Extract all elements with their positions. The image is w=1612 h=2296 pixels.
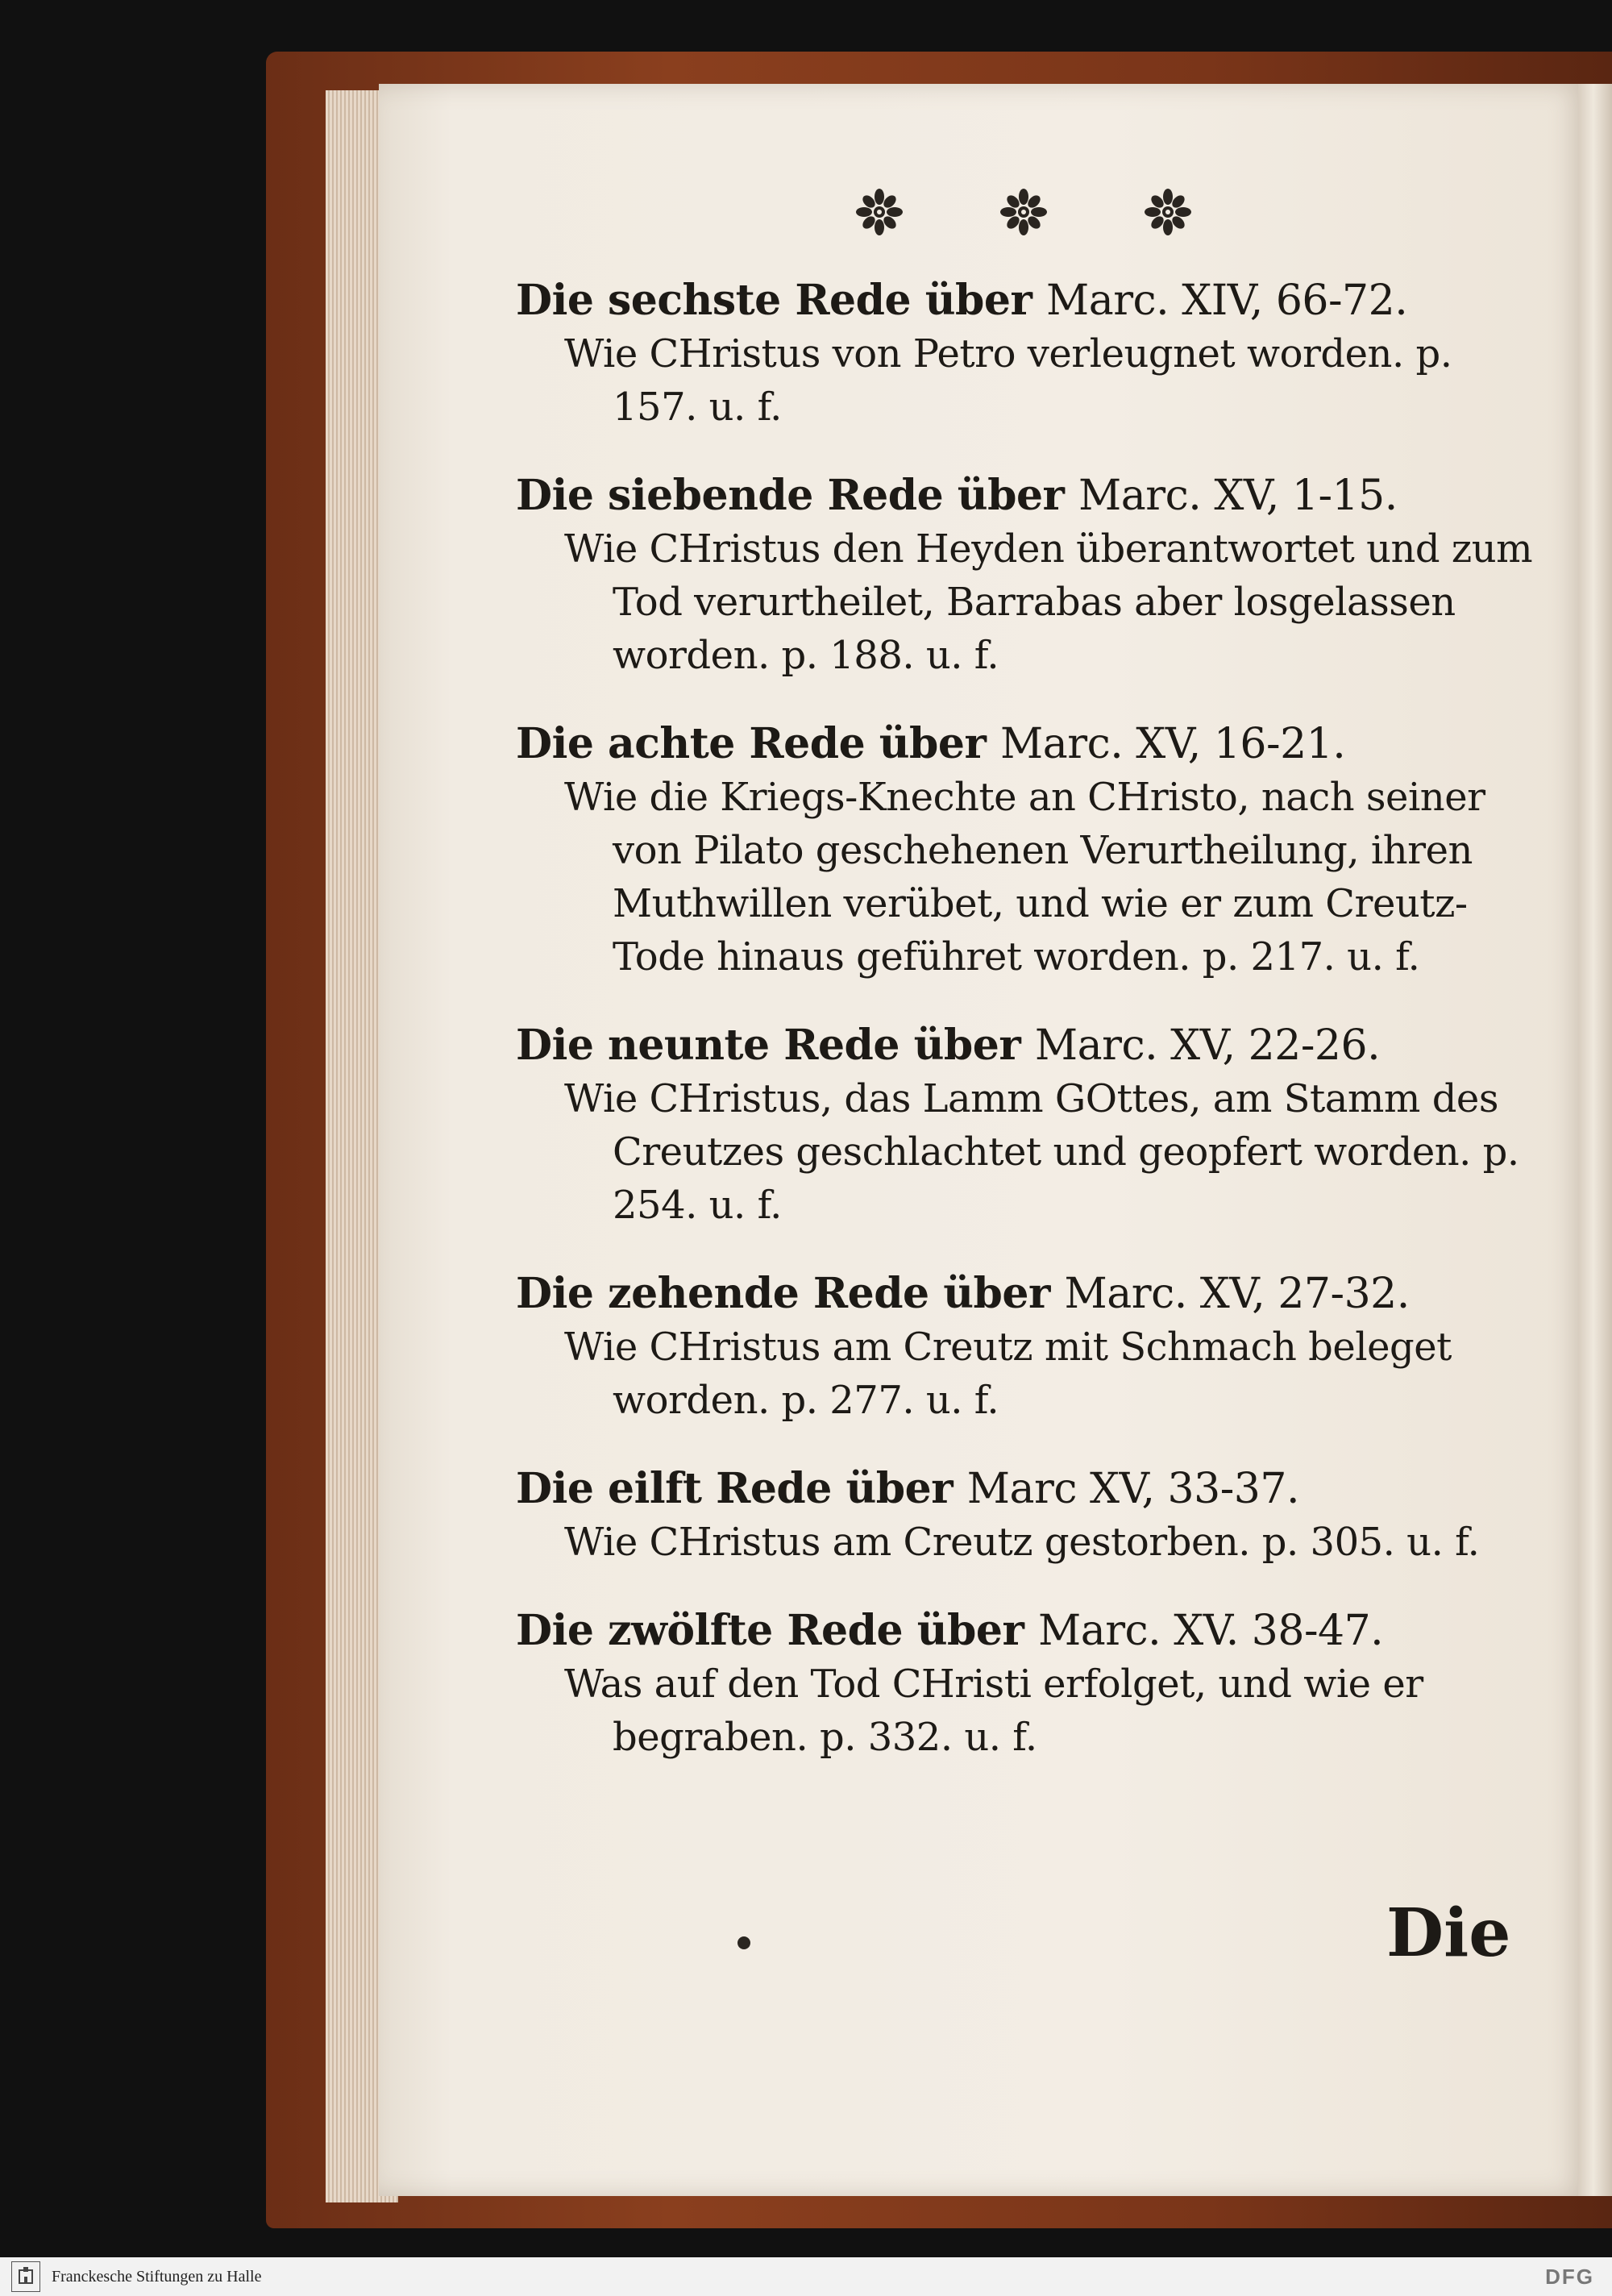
entry-title: Die neunte Rede über <box>516 1021 1021 1070</box>
entry-description: Wie CHristus den Heyden überantwortet und zum Tod verurtheilet, Barrabas aber losgelassen worden. p. 188. u. f. <box>564 526 1533 678</box>
floral-ornament-icon <box>999 187 1049 237</box>
toc-entry <box>516 1604 1539 1764</box>
entry-heading <box>516 274 1539 327</box>
entry-reference: Marc. XV. 38-47. <box>1037 1607 1384 1655</box>
entry-description: Wie CHristus am Creutz mit Schmach beleget worden. p. 277. u. f. <box>564 1325 1452 1423</box>
toc-entry <box>516 718 1539 984</box>
floral-ornament-icon <box>854 187 904 237</box>
entry-description: Wie CHristus am Creutz gestorben. p. 305. u. f. <box>564 1520 1480 1565</box>
entry-title: Die eilft Rede über <box>516 1464 953 1513</box>
entry-heading <box>516 718 1539 771</box>
entry-heading <box>516 1019 1539 1072</box>
toc-entry <box>516 1462 1539 1569</box>
entry-title: Die siebende Rede über <box>516 471 1065 520</box>
viewer-footer <box>0 2257 1612 2296</box>
toc-entry <box>516 274 1539 434</box>
entry-heading <box>516 1462 1539 1516</box>
entry-heading <box>516 1604 1539 1658</box>
dfg-logo: DFG <box>1545 2264 1594 2289</box>
entry-description: Wie CHristus von Petro verleugnet worden. p. 157. u. f. <box>564 331 1452 430</box>
floral-ornament-icon <box>1143 187 1193 237</box>
entry-description: Wie CHristus, das Lamm GOttes, am Stamm des Creutzes geschlachtet und geopfert worden. p. 254. u. f. <box>564 1076 1519 1228</box>
table-of-contents <box>516 274 1539 1799</box>
entry-reference: Marc. XV, 22-26. <box>1034 1021 1381 1070</box>
ornament-row <box>854 184 1193 240</box>
toc-entry <box>516 1267 1539 1427</box>
catchword: Die <box>1386 1895 1511 1972</box>
entry-reference: Marc. XV, 1-15. <box>1078 472 1398 520</box>
entry-reference: Marc. XV, 27-32. <box>1064 1270 1410 1318</box>
entry-title: Die zwölfte Rede über <box>516 1606 1024 1655</box>
page-gutter <box>1578 84 1612 2196</box>
entry-title: Die sechste Rede über <box>516 276 1032 325</box>
institution-logo-icon <box>11 2261 40 2292</box>
entry-heading <box>516 1267 1539 1321</box>
entry-reference: Marc. XIV, 66-72. <box>1045 277 1408 325</box>
entry-reference: Marc XV, 33-37. <box>966 1465 1299 1513</box>
entry-description: Wie die Kriegs-Knechte an CHristo, nach seiner von Pilato geschehenen Verurtheilung, ihren Muthwillen verübet, und wie er zum Creutz-Tode hinaus geführet worden. p. 217. u. f. <box>564 775 1485 980</box>
entry-title: Die zehende Rede über <box>516 1269 1050 1318</box>
entry-heading <box>516 469 1539 522</box>
entry-reference: Marc. XV, 16-21. <box>1000 720 1346 768</box>
printer-mark <box>737 1936 750 1949</box>
toc-entry <box>516 1019 1539 1232</box>
toc-entry <box>516 469 1539 682</box>
entry-description: Was auf den Tod CHristi erfolget, und wie er begraben. p. 332. u. f. <box>564 1662 1423 1760</box>
footer-left <box>0 2261 261 2292</box>
institution-name: Franckesche Stiftungen zu Halle <box>52 2267 262 2286</box>
entry-title: Die achte Rede über <box>516 719 987 768</box>
